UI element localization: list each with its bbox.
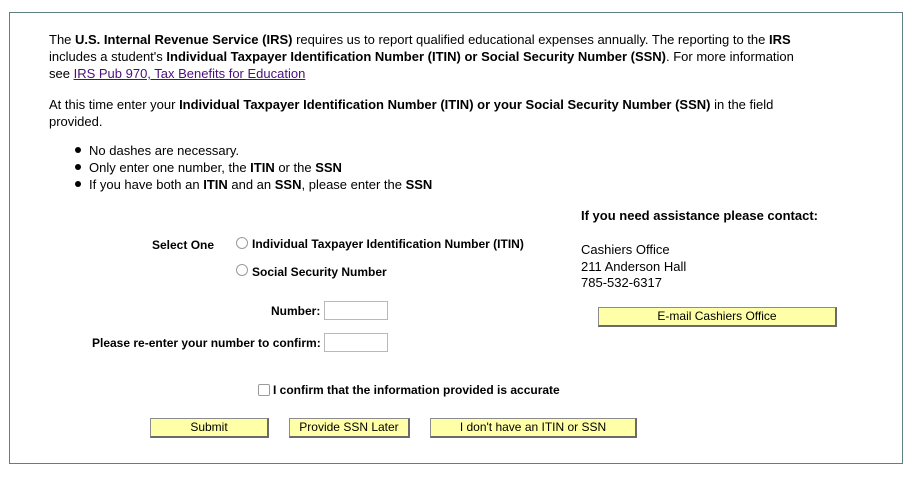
bullet-text: and an [227,177,275,192]
confirm-number-label: Please re-enter your number to confirm: [92,336,321,350]
contact-phone: 785-532-6317 [581,275,662,290]
ssn-option-label[interactable]: Social Security Number [252,265,387,279]
bullet-icon [75,164,81,170]
number-label: Number: [271,304,321,318]
confirm-accurate-label[interactable]: I confirm that the information provided is accurate [273,383,560,397]
ssn-radio[interactable] [236,264,248,276]
itin-radio[interactable] [236,237,248,249]
intro-text: includes a student's [49,49,167,64]
bullet-text: If you have both an [89,177,204,192]
confirm-number-input[interactable] [324,333,388,352]
contact-address: 211 Anderson Hall [581,259,687,274]
bullet-bold: ITIN [250,160,275,175]
contact-office: Cashiers Office [581,242,670,257]
instructions-text: At this time enter your [49,97,180,112]
submit-button[interactable]: Submit [150,418,269,438]
intro-paragraph [49,31,809,82]
instructions-paragraph [49,96,819,130]
list-item [49,176,432,193]
select-one-label: Select One [152,238,215,252]
itin-option-label[interactable]: Individual Taxpayer Identification Number (ITIN) [252,237,524,251]
bullet-text: Only enter one number, the [89,160,251,175]
instruction-bullets [49,142,432,193]
bullet-icon [75,147,81,153]
bullet-text: or the [274,160,316,175]
bullet-bold: SSN [274,177,302,192]
bullet-bold: ITIN [203,177,228,192]
list-item [49,142,432,159]
intro-text: requires us to report qualified educational expenses annually. The reporting to the [292,32,769,47]
intro-itin-ssn-bold: Individual Taxpayer Identification Number (ITIN) or Social Security Number (SSN) [166,49,667,64]
instructions-bold: Individual Taxpayer Identification Number (ITIN) or your Social Security Number (SSN) [179,97,711,112]
confirm-accurate-checkbox[interactable] [258,384,270,396]
bullet-bold: SSN [405,177,433,192]
intro-text: The [49,32,76,47]
email-cashiers-office-button[interactable]: E-mail Cashiers Office [598,307,837,327]
bullet-icon [75,181,81,187]
irs-pub-970-link[interactable]: IRS Pub 970, Tax Benefits for Education [73,66,306,81]
intro-text: . For more information see [49,49,794,81]
intro-irs-bold: U.S. Internal Revenue Service (IRS) [75,32,293,47]
bullet-text: No dashes are necessary. [89,143,240,158]
bullet-bold: SSN [315,160,342,175]
instructions-text: in the field provided. [49,97,774,129]
provide-ssn-later-button[interactable]: Provide SSN Later [289,418,410,438]
intro-irs-short-bold: IRS [768,32,791,47]
no-itin-or-ssn-button[interactable]: I don't have an ITIN or SSN [430,418,637,438]
assistance-heading: If you need assistance please contact: [581,208,818,223]
number-input[interactable] [324,301,388,320]
list-item [49,159,432,176]
bullet-text: , please enter the [301,177,406,192]
